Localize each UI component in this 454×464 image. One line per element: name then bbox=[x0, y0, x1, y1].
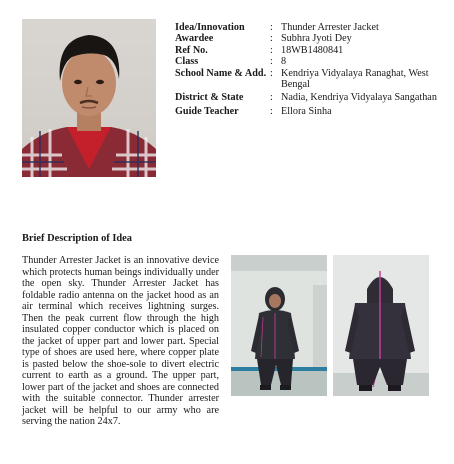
detail-value: 8 bbox=[281, 56, 287, 68]
jacket-front-photo bbox=[231, 255, 327, 396]
detail-separator: : bbox=[270, 22, 273, 33]
detail-label: Idea/Innovation bbox=[175, 22, 245, 33]
detail-value: Kendriya Vidyalaya Ranaghat, West Bengal bbox=[281, 67, 429, 91]
detail-value: 18WB1480841 bbox=[281, 44, 344, 56]
detail-row-guide-teacher bbox=[175, 106, 447, 117]
detail-label: Ref No. bbox=[175, 44, 208, 56]
detail-row-district bbox=[175, 92, 447, 103]
jacket-back-illustration bbox=[333, 255, 429, 396]
detail-separator: : bbox=[270, 67, 273, 79]
detail-separator: : bbox=[270, 56, 273, 68]
detail-value: Ellora Sinha bbox=[281, 105, 332, 117]
detail-value: Subhra Jyoti Dey bbox=[281, 33, 352, 45]
awardee-details bbox=[175, 22, 447, 117]
detail-label: Guide Teacher bbox=[175, 105, 239, 117]
description-text: Thunder Arrester Jacket is an innovative device which protects human beings individually under the open sky. Thunder Arrester Jacket has foldable radio antenna on the jacket hood as an air terminal which receives lightning surges. Then the peak current flow through the high insulated copper conductor which is placed on the jacket of upper part and lower part. Special type of shoes are used here, where copper plate is pasted below the shoe-sole to divert electric current to earth as a ground. The upper part, lower part of the jacket and shoes are connected with the suitable connector. Thunder arrester jacket will be helpful to our army who are serving the nation 24x7. bbox=[22, 255, 219, 427]
jacket-back-photo bbox=[333, 255, 429, 396]
detail-separator: : bbox=[270, 44, 273, 56]
detail-separator: : bbox=[270, 33, 273, 45]
detail-row-awardee bbox=[175, 33, 447, 44]
detail-label: Awardee bbox=[175, 33, 214, 45]
detail-label: School Name & Add. bbox=[175, 67, 267, 79]
detail-row-class bbox=[175, 56, 447, 67]
detail-label: District & State bbox=[175, 92, 244, 104]
detail-value: Thunder Arrester Jacket bbox=[281, 22, 379, 33]
detail-label: Class bbox=[175, 56, 199, 68]
awardee-portrait bbox=[22, 19, 156, 177]
awardee-portrait-illustration bbox=[22, 19, 156, 177]
detail-row-ref-no bbox=[175, 45, 447, 56]
section-heading: Brief Description of Idea bbox=[22, 233, 132, 244]
detail-separator: : bbox=[270, 92, 273, 104]
detail-value: Nadia, Kendriya Vidyalaya Sangathan bbox=[281, 92, 437, 104]
detail-row-idea bbox=[175, 22, 447, 33]
detail-row-school bbox=[175, 68, 447, 91]
detail-separator: : bbox=[270, 105, 273, 117]
jacket-front-illustration bbox=[231, 255, 327, 396]
